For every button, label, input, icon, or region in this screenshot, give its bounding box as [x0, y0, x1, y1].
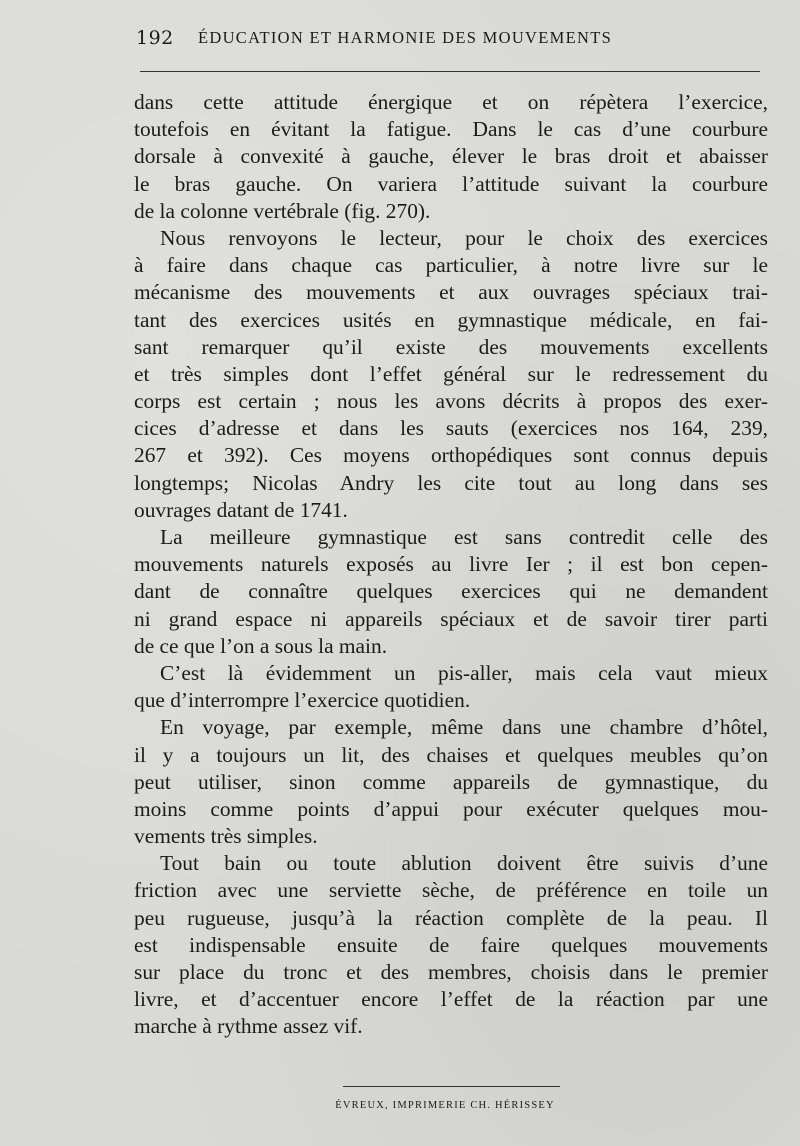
text-line: il y a toujours un lit, des chaises et quelques meubles qu’on: [134, 742, 768, 767]
text-line: dant de connaître quelques exercices qui ne demandent: [134, 579, 768, 604]
text-line: livre, et d’accentuer encore l’effet de la réaction par une: [134, 987, 768, 1012]
paragraph: [134, 89, 768, 225]
text-line: marche à rythme assez vif.: [134, 1014, 363, 1039]
text-line: La meilleure gymnastique est sans contredit celle des: [160, 525, 768, 549]
paragraph: [134, 660, 768, 714]
text-line: que d’interrompre l’exercice quotidien.: [134, 688, 471, 713]
text-line: ni grand espace ni appareils spéciaux et de savoir tirer parti: [134, 606, 768, 631]
text-line: et très simples dont l’effet général sur le redressement du: [134, 361, 768, 386]
text-line: est indispensable ensuite de faire quelques mouvements: [134, 932, 768, 957]
text-line: toutefois en évitant la fatigue. Dans le cas d’une courbure: [134, 117, 768, 142]
text-line: sant remarquer qu’il existe des mouvements excellents: [134, 334, 768, 359]
text-line: mouvements naturels exposés au livre Ier ; il est bon cepen-: [134, 552, 768, 577]
text-line: de la colonne vertébrale (fig. 270).: [134, 198, 431, 223]
text-line: peu rugueuse, jusqu’à la réaction complète de la peau. Il: [134, 905, 768, 930]
text-line: ouvrages datant de 1741.: [134, 497, 348, 522]
paragraph: [134, 524, 768, 660]
body-text: [134, 89, 768, 1041]
header-rule: [140, 71, 760, 72]
text-line: longtemps; Nicolas Andry les cite tout au long dans ses: [134, 470, 768, 495]
paragraph: [134, 850, 768, 1040]
running-title: ÉDUCATION ET HARMONIE DES MOUVEMENTS: [198, 28, 613, 47]
running-head: [136, 27, 760, 55]
paragraph: [134, 225, 768, 524]
text-line: sur place du tronc et des membres, choisis dans le premier: [134, 960, 768, 984]
text-line: peut utiliser, sinon comme appareils de gymnastique, du: [134, 769, 768, 794]
text-line: le bras gauche. On variera l’attitude suivant la courbure: [134, 171, 768, 196]
text-line: vements très simples.: [134, 824, 318, 849]
page-number: 192: [136, 27, 174, 49]
text-line: à faire dans chaque cas particulier, à notre livre sur le: [134, 253, 768, 278]
text-line: 267 et 392). Ces moyens orthopédiques sont connus depuis: [134, 443, 768, 468]
printer-imprint: ÉVREUX, IMPRIMERIE CH. HÉRISSEY: [335, 1100, 555, 1111]
text-line: mécanisme des mouvements et aux ouvrages spéciaux trai-: [134, 280, 768, 305]
text-line: dorsale à convexité à gauche, élever le bras droit et abaisser: [134, 144, 768, 169]
text-line: cices d’adresse et dans les sauts (exercices nos 164, 239,: [134, 416, 768, 441]
text-line: Nous renvoyons le lecteur, pour le choix des exercices: [160, 225, 768, 250]
text-line: En voyage, par exemple, même dans une chambre d’hôtel,: [160, 715, 768, 740]
paragraph: [134, 714, 768, 850]
footer-rule: [343, 1086, 560, 1087]
text-line: dans cette attitude énergique et on répètera l’exercice,: [134, 90, 768, 114]
text-line: moins comme points d’appui pour exécuter quelques mou-: [134, 796, 768, 821]
text-line: tant des exercices usités en gymnastique médicale, en fai-: [134, 307, 768, 332]
text-line: C’est là évidemment un pis-aller, mais cela vaut mieux: [160, 660, 768, 685]
text-line: corps est certain ; nous les avons décrits à propos des exer-: [134, 389, 768, 414]
text-line: friction avec une serviette sèche, de préférence en toile un: [134, 878, 768, 903]
text-line: de ce que l’on a sous la main.: [134, 633, 388, 658]
text-line: Tout bain ou toute ablution doivent être suivis d’une: [160, 851, 768, 876]
